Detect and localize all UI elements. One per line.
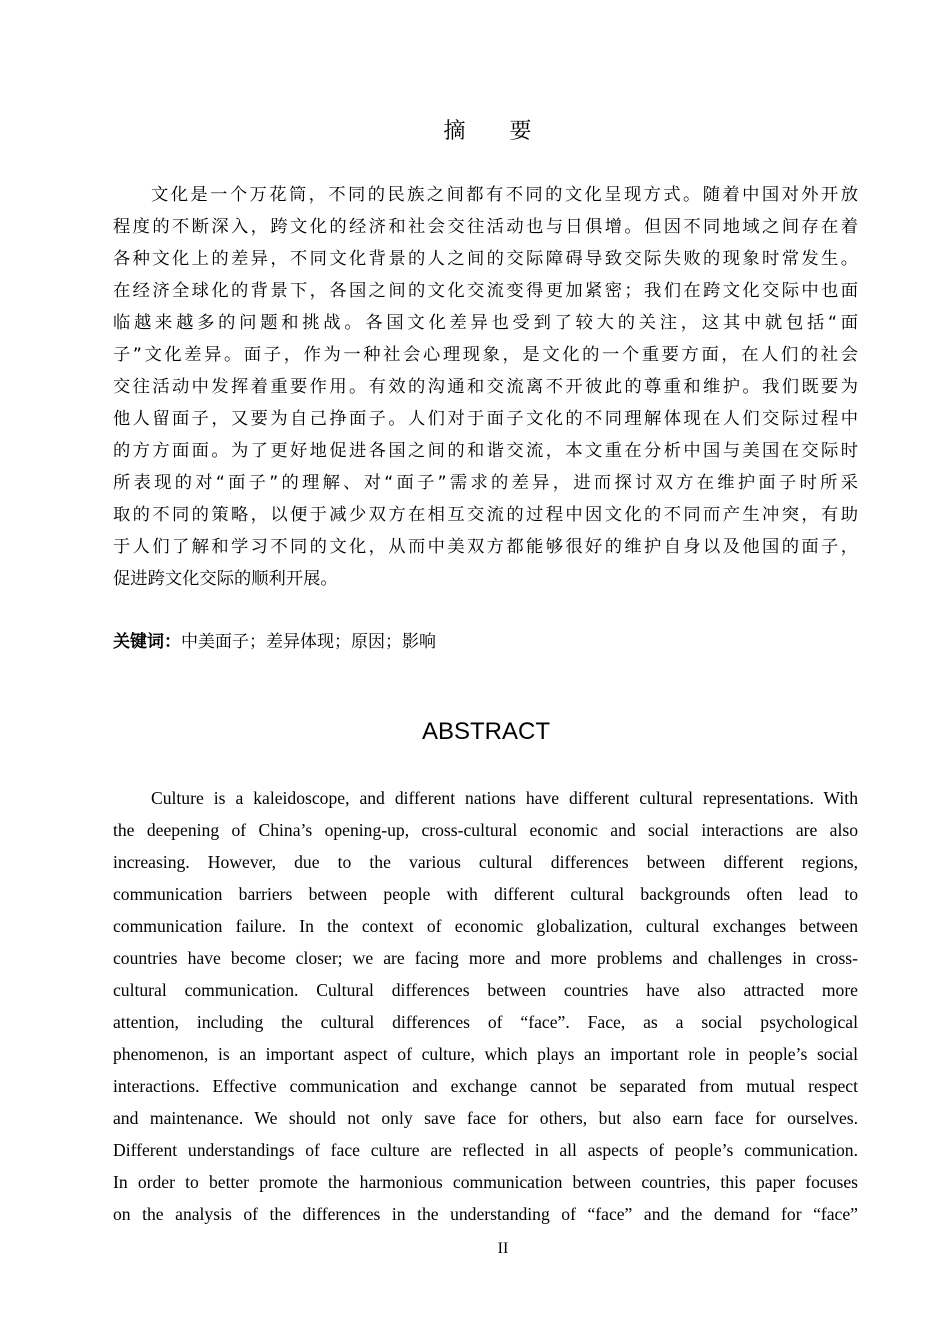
paragraph-line: 临越来越多的问题和挑战。各国文化差异也受到了较大的关注，这其中就包括“面 — [113, 313, 858, 333]
paragraph-line: 交往活动中发挥着重要作用。有效的沟通和交流离不开彼此的尊重和维护。我们既要为 — [113, 377, 858, 397]
paragraph-line: Culture is a kaleidoscope, and different nations have different cultural representations. With — [151, 788, 858, 808]
paragraph-line: 他人留面子，又要为自己挣面子。人们对于面子文化的不同理解体现在人们交际过程中 — [113, 409, 858, 429]
paragraph-line: 子”文化差异。面子，作为一种社会心理现象，是文化的一个重要方面，在人们的社会 — [113, 345, 858, 365]
paragraph-line: 各种文化上的差异，不同文化背景的人之间的交际障碍导致交际失败的现象时常发生。 — [113, 249, 858, 269]
paragraph-line: 在经济全球化的背景下，各国之间的文化交流变得更加紧密；我们在跨文化交际中也面 — [113, 281, 858, 301]
paragraph-line: and maintenance. We should not only save face for others, but also earn face for ourselves. — [113, 1108, 858, 1128]
paragraph-line: 取的不同的策略，以便于减少双方在相互交流的过程中因文化的不同而产生冲突，有助 — [113, 505, 858, 525]
paragraph-line: increasing. However, due to the various cultural differences between different regions, — [113, 852, 858, 872]
chinese-abstract-title — [0, 114, 950, 145]
paragraph-line: Different understandings of face culture are reflected in all aspects of people’s communication. — [113, 1140, 858, 1160]
paragraph-line: countries have become closer; we are facing more and more problems and challenges in cross- — [113, 948, 858, 968]
title-char: 要 — [509, 119, 532, 144]
paragraph-line: 于人们了解和学习不同的文化，从而中美双方都能够很好的维护自身以及他国的面子， — [113, 537, 858, 557]
keywords — [113, 626, 436, 658]
paragraph-line: communication barriers between people with different cultural backgrounds often lead to — [113, 884, 858, 904]
title-char: 摘 — [443, 119, 466, 144]
paragraph-line: 所表现的对“面子”的理解、对“面子”需求的差异，进而探讨双方在维护面子时所采 — [113, 473, 858, 493]
paragraph-line: 促进跨文化交际的顺利开展。 — [113, 569, 338, 589]
paragraph-line: 程度的不断深入，跨文化的经济和社会交往活动也与日俱增。但因不同地域之间存在着 — [113, 217, 858, 237]
keywords-value: 中美面子；差异体现；原因；影响 — [181, 632, 436, 652]
paragraph-line: communication failure. In the context of economic globalization, cultural exchanges between — [113, 916, 858, 936]
paragraph-line: interactions. Effective communication and exchange cannot be separated from mutual respect — [113, 1076, 858, 1096]
paragraph-line: attention, including the cultural differences of “face”. Face, as a social psychological — [113, 1012, 858, 1032]
paragraph-line: 的方方面面。为了更好地促进各国之间的和谐交流，本文重在分析中国与美国在交际时 — [113, 441, 858, 461]
english-abstract-title: ABSTRACT — [421, 718, 550, 745]
paragraph-line: In order to better promote the harmonious communication between countries, this paper focuses — [113, 1172, 858, 1192]
keywords-label: 关键词： — [113, 632, 181, 652]
paragraph-line: 文化是一个万花筒，不同的民族之间都有不同的文化呈现方式。随着中国对外开放 — [151, 185, 858, 205]
paragraph-line: the deepening of China’s opening-up, cross-cultural economic and social interactions are also — [113, 820, 858, 840]
page-number: II — [497, 1240, 509, 1257]
paragraph-line: cultural communication. Cultural differences between countries have also attracted more — [113, 980, 858, 1000]
paragraph-line: on the analysis of the differences in the understanding of “face” and the demand for “face” — [113, 1204, 858, 1224]
paragraph-line: phenomenon, is an important aspect of culture, which plays an important role in people’s social — [113, 1044, 858, 1064]
